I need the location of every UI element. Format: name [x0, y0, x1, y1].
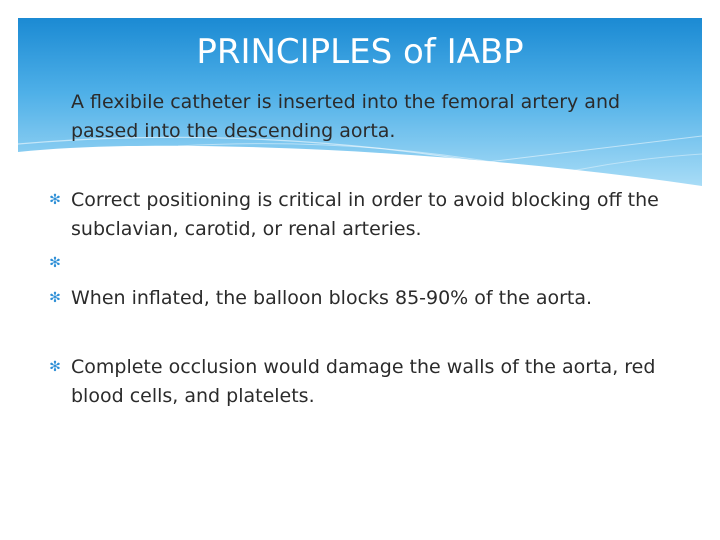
asterisk-bullet-icon: ✻ — [49, 255, 61, 271]
bullet-text: When inflated, the balloon blocks 85-90% of the aorta. — [71, 287, 593, 309]
asterisk-bullet-icon: ✻ — [49, 192, 61, 208]
asterisk-bullet-icon: ✻ — [49, 359, 61, 375]
bullet-text: Complete occlusion would damage the walls of the aorta, red blood cells, and platelets. — [71, 356, 656, 407]
bullet-text: Correct positioning is critical in order to avoid blocking off the subclavian, carotid, or renal arteries. — [71, 189, 659, 240]
slide-title: PRINCIPLES of IABP — [196, 32, 524, 72]
intro-paragraph: A flexibile catheter is inserted into the femoral artery and passed into the descending aorta. — [71, 91, 621, 142]
asterisk-bullet-icon: ✻ — [49, 290, 61, 306]
bullet-item-occlusion — [49, 353, 696, 411]
bullet-item-positioning — [49, 186, 696, 244]
bullet-item-inflation — [49, 284, 696, 313]
